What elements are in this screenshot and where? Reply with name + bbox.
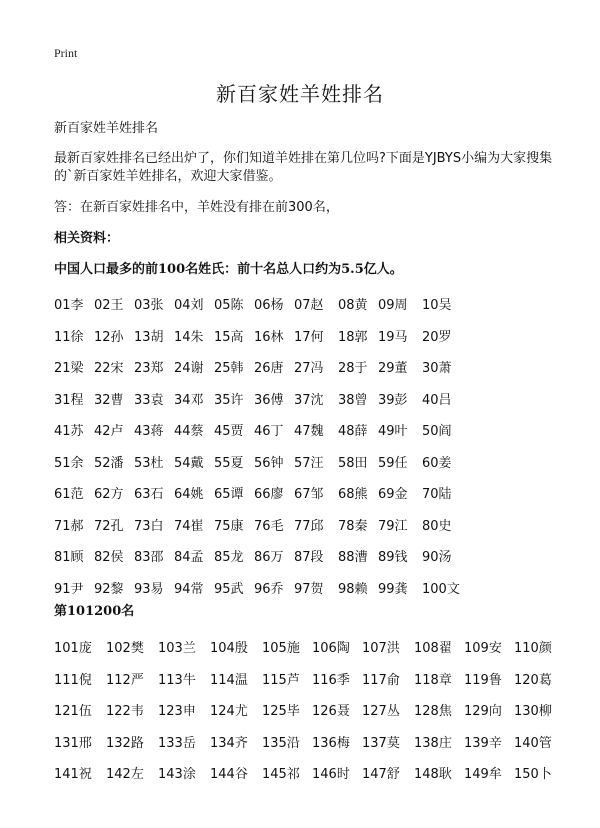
surname-entry: 64姚 [174, 487, 204, 502]
surname-entry: 12孙 [94, 329, 124, 345]
surname-entry: 105施 [262, 641, 300, 656]
surname-entry: 106陶 [312, 641, 350, 656]
surname-entry: 42卢 [94, 424, 124, 439]
surname-entry: 104殷 [210, 641, 248, 656]
surname-entry: 132路 [106, 735, 144, 751]
surname-entry: 09周 [378, 298, 408, 313]
surname-entry: 63石 [134, 487, 164, 502]
surname-entry: 135沿 [262, 735, 300, 751]
surname-entry: 114温 [210, 672, 248, 688]
surname-entry: 43蒋 [134, 424, 164, 439]
range-row [54, 732, 554, 752]
surname-entry: 30萧 [422, 361, 452, 376]
surname-entry: 45贾 [214, 424, 244, 439]
top100-row [54, 294, 554, 314]
surname-entry: 13胡 [134, 329, 164, 345]
surname-entry: 55夏 [214, 455, 244, 471]
surname-entry: 23郑 [134, 361, 164, 376]
surname-entry: 25韩 [214, 361, 244, 376]
surname-entry: 47魏 [294, 424, 324, 439]
top100-row [54, 515, 554, 535]
surname-entry: 71郝 [54, 518, 84, 534]
surname-entry: 102樊 [106, 641, 144, 656]
surname-entry: 05陈 [214, 298, 244, 313]
surname-entry: 100文 [422, 581, 460, 597]
surname-entry: 68熊 [338, 487, 368, 502]
surname-entry: 20罗 [422, 329, 452, 345]
surname-entry: 111倪 [54, 672, 92, 688]
surname-entry: 94常 [174, 581, 204, 597]
surname-entry: 77邱 [294, 518, 324, 534]
surname-entry: 38曾 [338, 392, 368, 408]
surname-entry: 03张 [134, 298, 164, 313]
top100-heading: 中国人口最多的前100名姓氏：前十名总人口约为5.5亿人。 [54, 262, 403, 277]
surname-entry: 103兰 [158, 641, 196, 656]
surname-entry: 75康 [214, 518, 244, 534]
surname-entry: 34邓 [174, 392, 204, 408]
surname-entry: 142左 [106, 767, 144, 782]
range-row [54, 637, 554, 657]
surname-entry: 95武 [214, 581, 244, 597]
surname-entry: 113牛 [158, 672, 196, 688]
surname-entry: 116季 [312, 672, 350, 688]
surname-entry: 32曹 [94, 392, 124, 408]
surname-entry: 73白 [134, 518, 164, 534]
surname-entry: 40吕 [422, 392, 452, 408]
surname-entry: 26唐 [254, 361, 284, 376]
top100-row [54, 389, 554, 409]
surname-entry: 131邢 [54, 735, 92, 751]
surname-entry: 138庄 [414, 735, 452, 751]
surname-entry: 50阎 [422, 424, 452, 439]
surname-entry: 149牟 [464, 767, 502, 782]
top100-row [54, 357, 554, 377]
surname-entry: 51余 [54, 455, 84, 471]
surname-entry: 58田 [338, 455, 368, 471]
surname-entry: 60姜 [422, 455, 452, 471]
surname-entry: 19马 [378, 329, 408, 345]
intro-paragraph: 最新百家姓排名已经出炉了，你们知道羊姓排在第几位吗?下面是YJBYS小编为大家搜集的`新百家姓羊姓排名，欢迎大家借鉴。 [54, 151, 553, 184]
surname-entry: 07赵 [294, 298, 324, 313]
surname-entry: 108翟 [414, 641, 452, 656]
surname-entry: 16林 [254, 329, 284, 345]
surname-entry: 134齐 [210, 735, 248, 751]
top100-row [54, 483, 554, 503]
surname-entry: 76毛 [254, 518, 284, 534]
surname-entry: 93易 [134, 581, 164, 597]
surname-entry: 10吴 [422, 298, 452, 313]
top100-row [54, 578, 554, 598]
surname-entry: 72孔 [94, 518, 124, 534]
surname-entry: 35许 [214, 392, 244, 408]
surname-entry: 54戴 [174, 455, 204, 471]
surname-entry: 67邹 [294, 487, 324, 502]
surname-entry: 91尹 [54, 581, 84, 597]
surname-entry: 86万 [254, 550, 284, 565]
surname-entry: 62方 [94, 487, 124, 502]
surname-entry: 145祁 [262, 767, 300, 782]
surname-entry: 110颜 [514, 641, 552, 656]
surname-entry: 119鲁 [464, 672, 502, 688]
surname-entry: 06杨 [254, 298, 284, 313]
surname-entry: 89钱 [378, 550, 408, 565]
surname-entry: 143涂 [158, 767, 196, 782]
surname-entry: 84孟 [174, 550, 204, 565]
surname-entry: 82侯 [94, 550, 124, 565]
surname-entry: 74崔 [174, 518, 204, 534]
surname-entry: 49叶 [378, 424, 408, 439]
surname-entry: 22宋 [94, 361, 124, 376]
surname-entry: 69金 [378, 487, 408, 502]
surname-entry: 46丁 [254, 424, 284, 439]
surname-entry: 112严 [106, 672, 144, 688]
surname-entry: 78秦 [338, 518, 368, 534]
surname-entry: 107洪 [362, 641, 400, 656]
surname-entry: 90汤 [422, 550, 452, 565]
surname-entry: 144谷 [210, 767, 248, 782]
surname-entry: 04刘 [174, 298, 204, 313]
surname-entry: 121伍 [54, 704, 92, 719]
surname-entry: 17何 [294, 329, 324, 345]
surname-entry: 36傅 [254, 392, 284, 408]
surname-entry: 27冯 [294, 361, 324, 376]
surname-entry: 83邵 [134, 550, 164, 565]
surname-entry: 101庞 [54, 641, 92, 656]
surname-entry: 85龙 [214, 550, 244, 565]
surname-entry: 44蔡 [174, 424, 204, 439]
range-row [54, 669, 554, 689]
surname-entry: 39彭 [378, 392, 408, 408]
surname-entry: 53杜 [134, 455, 164, 471]
surname-entry: 33袁 [134, 392, 164, 408]
surname-entry: 61范 [54, 487, 84, 502]
surname-entry: 118章 [414, 672, 452, 688]
surname-entry: 150卜 [514, 767, 552, 782]
surname-entry: 52潘 [94, 455, 124, 471]
top100-row [54, 546, 554, 566]
surname-entry: 65谭 [214, 487, 244, 502]
surname-entry: 122韦 [106, 704, 144, 719]
surname-entry: 31程 [54, 392, 84, 408]
surname-entry: 99龚 [378, 581, 408, 597]
surname-entry: 01李 [54, 298, 84, 313]
surname-entry: 41苏 [54, 424, 84, 439]
surname-entry: 88漕 [338, 550, 368, 565]
surname-entry: 15高 [214, 329, 244, 345]
range-row [54, 763, 554, 783]
surname-entry: 96乔 [254, 581, 284, 597]
surname-entry: 81顾 [54, 550, 84, 565]
surname-entry: 97贺 [294, 581, 324, 597]
surname-entry: 124尤 [210, 704, 248, 719]
surname-entry: 48薛 [338, 424, 368, 439]
surname-entry: 18郭 [338, 329, 368, 345]
answer-paragraph: 答：在新百家姓排名中，羊姓没有排在前300名， [54, 200, 339, 215]
surname-entry: 28于 [338, 361, 368, 376]
surname-entry: 66廖 [254, 487, 284, 502]
surname-entry: 29董 [378, 361, 408, 376]
top100-row [54, 326, 554, 346]
surname-entry: 125毕 [262, 704, 300, 719]
print-link[interactable]: Print [54, 46, 78, 60]
surname-entry: 70陆 [422, 487, 452, 502]
range-heading: 第101200名 [54, 604, 135, 619]
surname-entry: 141祝 [54, 767, 92, 782]
surname-entry: 80史 [422, 518, 452, 534]
surname-entry: 120葛 [514, 672, 552, 688]
surname-entry: 130柳 [514, 704, 552, 719]
surname-entry: 24谢 [174, 361, 204, 376]
surname-entry: 79江 [378, 518, 408, 534]
range-row [54, 700, 554, 720]
surname-entry: 146时 [312, 767, 350, 782]
surname-entry: 123申 [158, 704, 196, 719]
surname-entry: 37沈 [294, 392, 324, 408]
surname-entry: 57汪 [294, 455, 324, 471]
surname-entry: 117俞 [362, 672, 400, 688]
surname-entry: 11徐 [54, 329, 84, 345]
surname-entry: 59任 [378, 455, 408, 471]
surname-entry: 147舒 [362, 767, 400, 782]
surname-entry: 129向 [464, 704, 502, 719]
surname-entry: 14朱 [174, 329, 204, 345]
surname-entry: 02王 [94, 298, 124, 313]
surname-entry: 140管 [514, 735, 552, 751]
surname-entry: 08黄 [338, 298, 368, 313]
page-title: 新百家姓羊姓排名 [216, 82, 384, 106]
surname-entry: 137莫 [362, 735, 400, 751]
surname-entry: 87段 [294, 550, 324, 565]
surname-entry: 56钟 [254, 455, 284, 471]
surname-entry: 127丛 [362, 704, 400, 719]
top100-row [54, 420, 554, 440]
surname-entry: 21梁 [54, 361, 84, 376]
related-heading: 相关资料： [54, 231, 120, 246]
surname-entry: 148耿 [414, 767, 452, 782]
surname-entry: 109安 [464, 641, 502, 656]
surname-entry: 98赖 [338, 581, 368, 597]
surname-entry: 92黎 [94, 581, 124, 597]
surname-entry: 126聂 [312, 704, 350, 719]
article-subtitle: 新百家姓羊姓排名 [54, 121, 159, 136]
surname-entry: 128焦 [414, 704, 452, 719]
surname-entry: 133岳 [158, 735, 196, 751]
surname-entry: 115芦 [262, 672, 300, 688]
surname-entry: 139辛 [464, 735, 502, 751]
surname-entry: 136梅 [312, 735, 350, 751]
top100-row [54, 452, 554, 472]
